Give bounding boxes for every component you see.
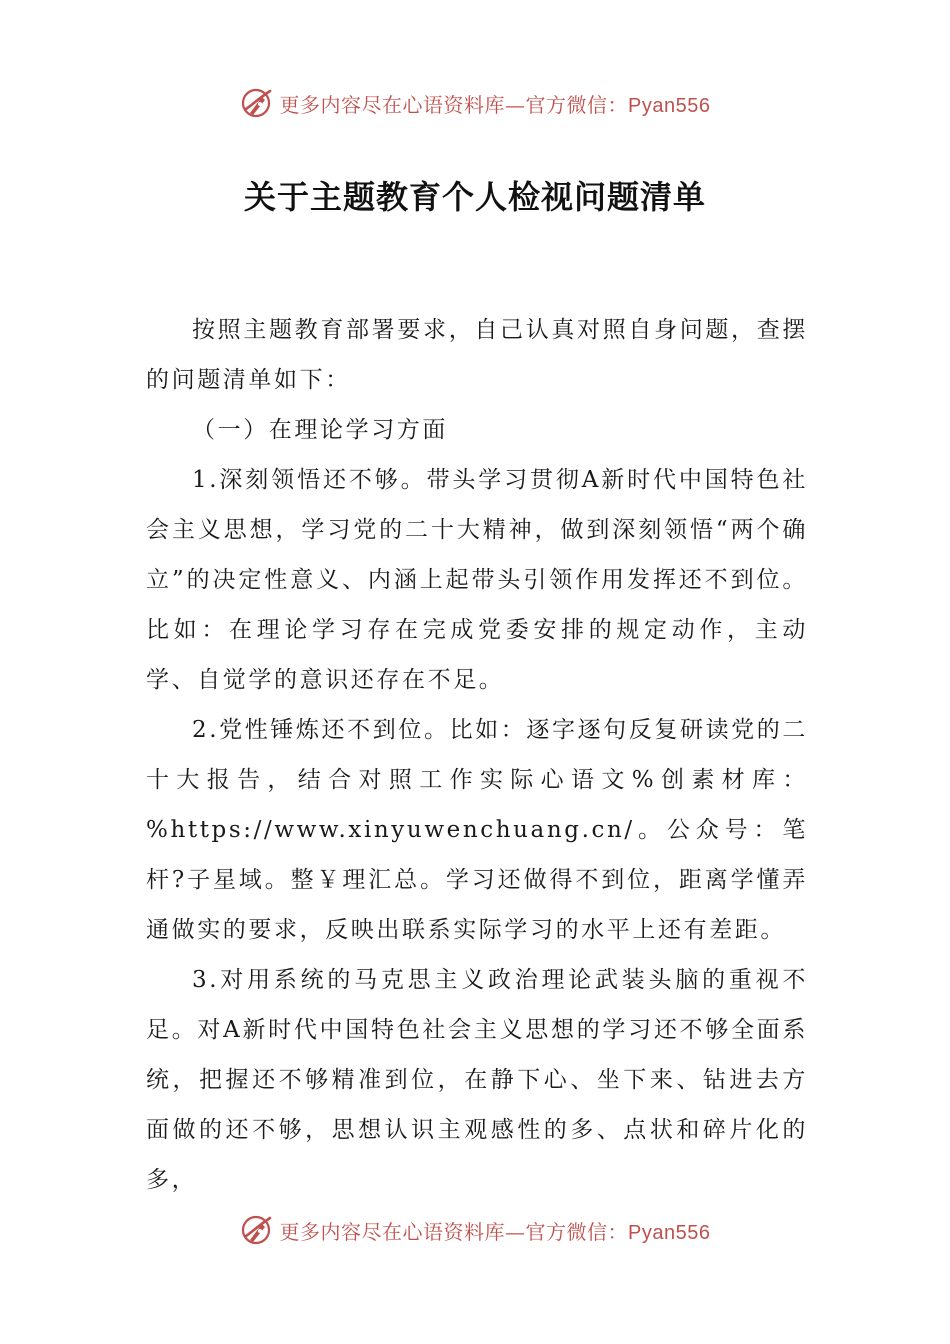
pen-logo-icon (240, 85, 276, 121)
body-paragraph-1: 1.深刻领悟还不够。带头学习贯彻A新时代中国特色社会主义思想，学习党的二十大精神，做到深刻领悟“两个确立”的决定性意义、内涵上起带头引领作用发挥还不到位。比如：在理论学习存在完成党委安排的规定动作，主动学、自觉学的意识还存在不足。 (146, 467, 808, 693)
body-paragraph-2: 2.党性锤炼还不到位。比如：逐字逐句反复研读党的二十大报告，结合对照工作实际心语文%创素材库：%https://www.xinyuwenchuang.cn/。公众号：笔杆?子星域。整￥理汇总。学习还做得不到位，距离学懂弄通做实的要求，反映出联系实际学习的水平上还有差距。 (146, 717, 808, 943)
header-watermark (0, 83, 950, 123)
pen-logo-icon (240, 1212, 276, 1248)
body-paragraph-3: 3.对用系统的马克思主义政治理论武装头脑的重视不足。对A新时代中国特色社会主义思想的学习还不够全面系统，把握还不够精准到位，在静下心、坐下来、钻进去方面做的还不够，思想认识主观感性的多、点状和碎片化的多， (146, 967, 808, 1193)
watermark-text: 更多内容尽在心语资料库—官方微信：Pyan556 (279, 1219, 711, 1244)
intro-paragraph: 按照主题教育部署要求，自己认真对照自身问题，查摆的问题清单如下： (146, 317, 808, 393)
section-heading: （一）在理论学习方面 (192, 417, 448, 443)
document-title: 关于主题教育个人检视问题清单 (243, 178, 706, 216)
document-body (146, 305, 808, 1205)
footer-watermark (0, 1210, 950, 1250)
watermark-text: 更多内容尽在心语资料库—官方微信：Pyan556 (279, 92, 711, 117)
